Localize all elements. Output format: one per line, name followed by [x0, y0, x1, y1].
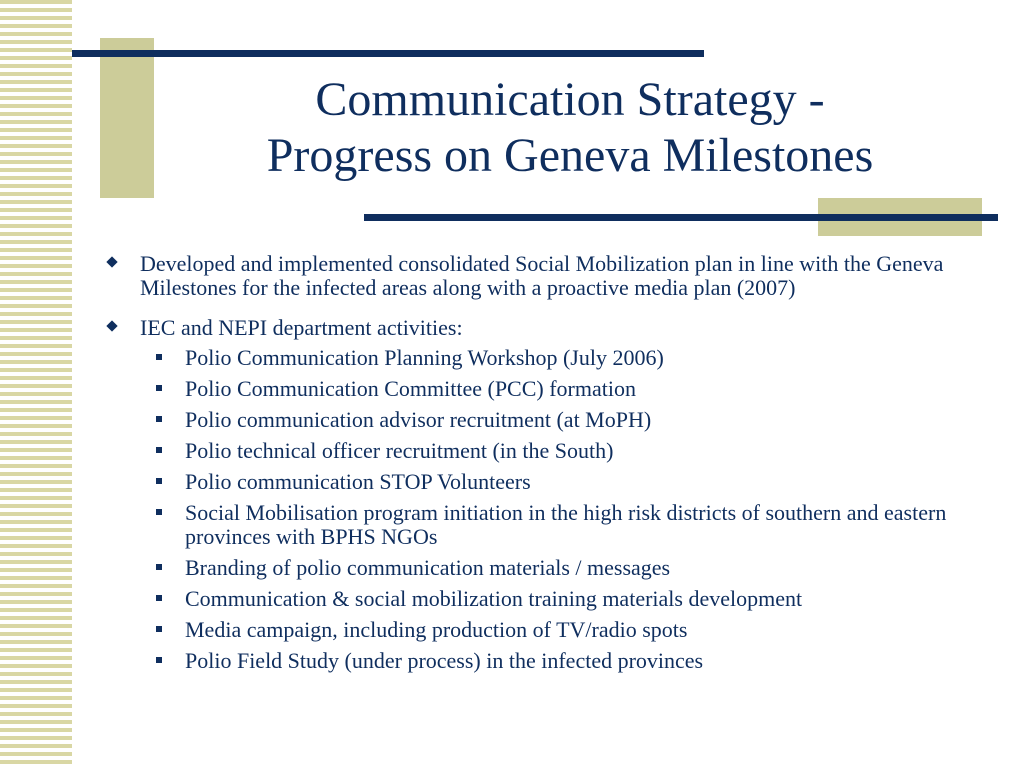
- sub-bullet-text: Branding of polio communication materials / messages: [185, 555, 671, 580]
- bottom-accent-line: [364, 214, 998, 221]
- square-bullet-icon: [156, 447, 162, 453]
- sub-bullet-item: [100, 649, 980, 673]
- diamond-bullet-icon: [106, 256, 117, 267]
- sub-bullet-text: Polio technical officer recruitment (in the South): [185, 438, 614, 463]
- sub-bullet-text: Polio communication STOP Volunteers: [185, 469, 531, 494]
- square-bullet-icon: [156, 354, 162, 360]
- sub-bullet-text: Polio Field Study (under process) in the infected provinces: [185, 648, 704, 673]
- sub-bullet-item: [100, 556, 980, 580]
- sub-bullet-item: [100, 377, 980, 401]
- sub-bullet-text: Polio communication advisor recruitment (at MoPH): [185, 407, 652, 432]
- square-bullet-icon: [156, 564, 162, 570]
- sub-bullet-text: Polio Communication Planning Workshop (July 2006): [185, 345, 664, 370]
- left-stripe-decoration: [0, 0, 72, 768]
- sub-bullet-item: [100, 439, 980, 463]
- slide-content: [100, 252, 980, 680]
- square-bullet-icon: [156, 626, 162, 632]
- sub-bullet-text: Communication & social mobilization training materials development: [185, 586, 803, 611]
- slide-title: [150, 72, 990, 184]
- square-bullet-icon: [156, 509, 162, 515]
- sub-bullet-item: [100, 346, 980, 370]
- square-bullet-icon: [156, 385, 162, 391]
- sub-bullet-text: Media campaign, including production of TV/radio spots: [185, 617, 688, 642]
- sub-bullet-text: Polio Communication Committee (PCC) formation: [185, 376, 636, 401]
- square-bullet-icon: [156, 478, 162, 484]
- bullet-item: [100, 316, 980, 340]
- sub-bullet-item: [100, 618, 980, 642]
- sub-bullet-item: [100, 470, 980, 494]
- title-line-2: Progress on Geneva Milestones: [266, 129, 874, 182]
- sub-bullet-item: [100, 408, 980, 432]
- square-bullet-icon: [156, 595, 162, 601]
- bullet-item: [100, 252, 980, 300]
- sub-bullet-item: [100, 501, 980, 549]
- bullet-text: Developed and implemented consolidated Social Mobilization plan in line with the Geneva Milestones for the infected areas along with a proactive media plan (2007): [140, 251, 944, 300]
- sub-bullet-item: [100, 587, 980, 611]
- square-bullet-icon: [156, 416, 162, 422]
- top-accent-line: [72, 50, 704, 57]
- top-left-accent-block: [100, 38, 154, 198]
- sub-bullet-list: [100, 346, 980, 673]
- bullet-text: IEC and NEPI department activities:: [140, 315, 463, 340]
- diamond-bullet-icon: [106, 320, 117, 331]
- sub-bullet-text: Social Mobilisation program initiation in the high risk districts of southern and eastern provinces with BPHS NGOs: [185, 500, 947, 549]
- square-bullet-icon: [156, 657, 162, 663]
- title-line-1: Communication Strategy -: [315, 73, 825, 126]
